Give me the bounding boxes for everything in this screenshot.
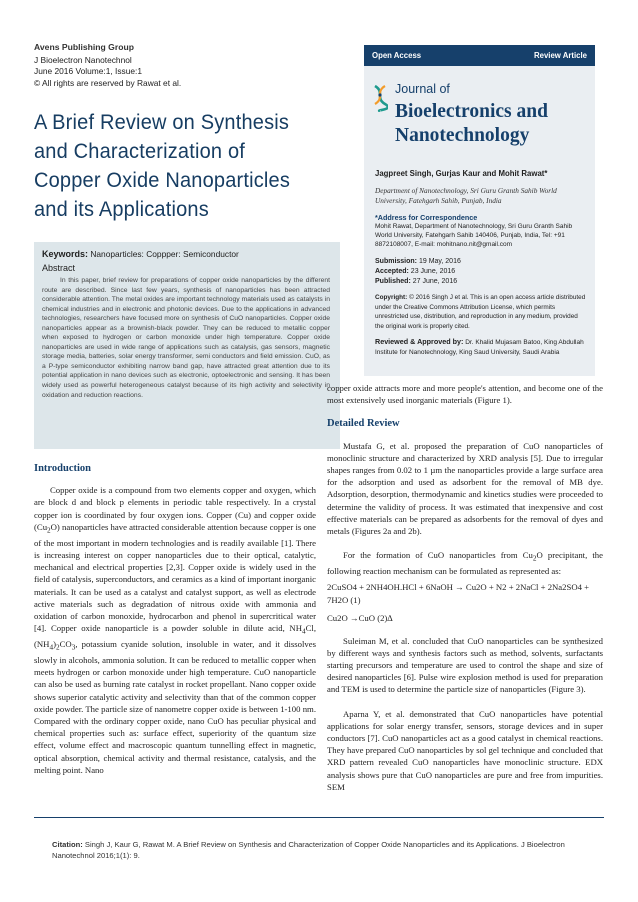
intro-text-b: O) nanoparticles have attracted considerable attention because copper is one of the most important in modern technologies and is readily available [1]. There is increasing interest on copper nanoparticles due to their optical, catalytic, mechanical and electrical properties [2,3]. Copper oxide is widely used in the field of catalysis, superconductors, and ceramics as a kind of important inorganic materials. It can be used as a catalyst and catalyst support, as well as electrode active materials such as degradation of nitrous oxide with ammonia and oxidation of carbon monoxide, hydrocarbon and phenol in supercritical water [4]. Copper oxide nanoparticle is a powder soluble in dilute acid, NH	[34, 521, 316, 634]
rights-line: © All rights are reserved by Rawat et al.	[34, 77, 182, 88]
article-title: A Brief Review on Synthesis and Characterization of Copper Oxide Nanoparticles and its Applications	[34, 110, 291, 221]
continued-paragraph: copper oxide attracts more and more people's attention, and become one of the most extensively used inorganic materials (Figure 1).	[327, 383, 603, 406]
correspondence-heading: *Address for Correspondence	[375, 213, 478, 222]
author-list: Jagpreet Singh, Gurjas Kaur and Mohit Rawat*	[375, 169, 548, 178]
equation-2: Cu2O →CuO (2)∆	[327, 613, 393, 624]
article-type-label: Review Article	[533, 51, 587, 60]
journal-name-line-2: Nanotechnology	[395, 125, 530, 146]
equation-1: 2CuSO4 + 2NH4OH.HCl + 6NaOH → Cu2O + N2 + 2NaCl + 2Na2SO4 + 7H2O (1)	[327, 582, 590, 605]
header-meta	[34, 42, 294, 89]
abstract-heading: Abstract	[42, 263, 76, 273]
review-paragraph-2	[327, 549, 603, 577]
intro-text-d: )	[53, 639, 56, 650]
journal-name	[395, 100, 548, 148]
intro-sub-5: 3	[71, 643, 76, 652]
published-label: Published:	[375, 278, 411, 285]
journal-masthead	[364, 66, 595, 161]
intro-sub-2: 4	[301, 627, 306, 636]
journal-info-panel	[364, 45, 595, 376]
review-p2-text-a: For the formation of CuO nanoparticles from Cu	[343, 550, 533, 561]
intro-text-c: Cl, (NH	[34, 623, 316, 650]
review-paragraph-3: Suleiman M, et al. concluded that CuO nanoparticles can be synthesized by different ways and synthesis factors such as method, solvents, surfactants starting precursors and temperature are used to control the shape and size of desired nanoparticles [6]. Pulse wire explosion method is used for preparation and TEM is used to determine the particle size of nanoparticles (Figure 3).	[327, 635, 603, 695]
affiliation: Department of Nanotechnology, Sri Guru Granth Sahib World University, Fatehgarh Sahib, Punjab, India	[375, 186, 557, 205]
keywords-label: Keywords:	[42, 249, 89, 259]
journal-name-line-1: Bioelectronics and	[395, 101, 548, 122]
dna-logo-icon	[372, 84, 388, 112]
submission-date: 19 May, 2016	[418, 258, 461, 265]
detailed-review-heading: Detailed Review	[327, 418, 400, 430]
journal-abbrev: J Bioelectron Nanotechnol	[34, 55, 132, 65]
publisher-name: Avens Publishing Group	[34, 42, 134, 52]
review-p2-text-b: O precipitant, the following reaction mechanism can be formulated as represented as:	[327, 550, 603, 577]
citation-text: Singh J, Kaur G, Rawat M. A Brief Review on Synthesis and Characterization of Copper Oxide Nanoparticles and its Applications. J Bioelectron Nanotechnol 2016;1(1): 9.	[52, 840, 565, 860]
citation-label: Citation:	[52, 840, 83, 849]
intro-sub-1: 2	[47, 526, 51, 535]
access-bar	[364, 45, 595, 66]
intro-sub-4: 2	[55, 643, 60, 652]
correspondence-text: Mohit Rawat, Department of Nanotechnology, Sri Guru Granth Sahib World University, Fatehgarh Sahib 140406, Punjab, India, Tel: +91 8872108007, E-mail: mohitnano.nit@gmail.com	[375, 223, 573, 248]
review-paragraph-4: Aparna Y, et al. demonstrated that CuO nanoparticles have potential applications for solar energy transfer, sensors, storage devices and in super conductors [7]. CuO nanoparticles act as a good catalyst in chemical reactions. They have prepared CuO nanoparticles by sol gel technique and concluded that XRD pattern revealed CuO nanoparticles have monoclinic structure. EDX analysis shows pure that CuO nanoparticles are pure and free from impurities. SEM	[327, 708, 603, 792]
copyright-text: © 2016 Singh J et al. This is an open access article distributed under the Creative Commons Attribution License, which permits unrestricted use, distribution, and reproduction in any medium, provided the original work is properly cited.	[375, 294, 586, 330]
accepted-label: Accepted:	[375, 268, 409, 275]
intro-text-a: Copper oxide is a compound from two elements copper and oxygen, which are block d and block p elements in periodic table respectively. In a crystal copper ion is coordinated by four oxygen ions. Copper (Cu) and copper oxide (Cu	[34, 485, 316, 532]
published-date: 27 June, 2016	[412, 278, 458, 285]
introduction-column	[34, 463, 316, 788]
journal-of-label: Journal of	[395, 82, 450, 96]
reviewed-label: Reviewed & Approved by:	[375, 337, 464, 347]
citation-footer	[52, 840, 607, 861]
copyright-notice	[375, 293, 586, 331]
abstract-box	[34, 242, 340, 449]
introduction-paragraph	[34, 484, 316, 776]
reviewed-text: Dr. Khalid Mujasam Batoo, King Abdullah Institute for Nanotechnology, King Saud University, Saudi Arabia	[375, 339, 584, 356]
intro-sub-3: 4	[49, 643, 54, 652]
footer-divider	[34, 817, 604, 818]
keywords-text: Nanoparticles: Coppper: Semiconductor	[90, 249, 239, 259]
reviewer-note	[375, 337, 586, 357]
submission-label: Submission:	[375, 258, 418, 265]
open-access-label: Open Access	[372, 51, 422, 60]
article-dates	[375, 257, 586, 287]
review-p2-sub: 2	[532, 554, 537, 563]
accepted-date: 23 June, 2016	[410, 268, 456, 275]
review-column	[327, 382, 603, 805]
intro-text-e: CO	[59, 639, 72, 650]
introduction-heading: Introduction	[34, 463, 91, 474]
issue-line: June 2016 Volume:1, Issue:1	[34, 66, 143, 77]
intro-text-f: , potassium cyanide solution, insoluble in water, and it dissolves slowly in alcohols, ammonia solution. It can be reduced to metallic copper when meets hydrogen or carbon monoxide under high temperature. CuO nanoparticle can also be used as burning rate catalyst in rocket propellant. Nano copper oxide shows superior catalytic activity and selectivity than that of the common copper oxide powder. The particle size of nanometre copper oxide is between 1-100 nm. Compared with the ordinary copper oxide, nano CuO has peculiar physical and chemical properties such as: surface effect, superiority of the quantum size effect, volume effect and macroscopic quantum tunnelling effect in magnetic, optical absorption, chemical activity and thermal resistance, catalysis, and the melting point. Nano	[34, 639, 316, 775]
copyright-label: Copyright:	[375, 294, 408, 301]
review-paragraph-1: Mustafa G, et al. proposed the preparation of CuO nanoparticles of monoclinic structure and characterized by XRD analysis [5]. Due to irregular shapes ranges from 0.02 to 1 µm the nanoparticles provide a large surface area for the adsorption and used as adsorbent for the removal of MB dye. Adsorption, desorption, thermodynamic and kinetics studies were proceeded to determine the validity of process. It was estimated that inexpensive and cost effective materials can be prepared as adsorbents for the removal of dyes and metals (Figures 2a and 2b).	[327, 440, 603, 537]
abstract-text: In this paper, brief review for preparations of copper oxide nanoparticles by the different route are described. Since last few years, synthesis of nanoparticles has been attracted considerable attention. The metal oxides are important technology materials used as catalysts in chemical industries and in electronic and photonic devices. Due to the applications in advanced technologies, researchers have focused more on synthesis of CuO nanoparticles. Copper oxide nanoparticles appear as a brownish-black powder. They can be reduced to metallic copper when exposed to hydrogen or carbon monoxide under high temperature. Copper oxide nanoparticles are used in wide range of applications such as catalysis, gas sensors, magnetic storage media, batteries, solar energy transformer, semi conductors and field emission. CuO, as a P-type semiconductor exhibiting narrow band gap, have attracted great attention due to its potential application in nano devices such as electronic, optoelectronic and sensing. It has been widely used as powerful heterogeneous catalyst because of its high activity and selectivity in oxidation and reduction reactions.	[42, 277, 330, 399]
panel-details	[364, 161, 595, 357]
keywords-line	[42, 249, 330, 259]
